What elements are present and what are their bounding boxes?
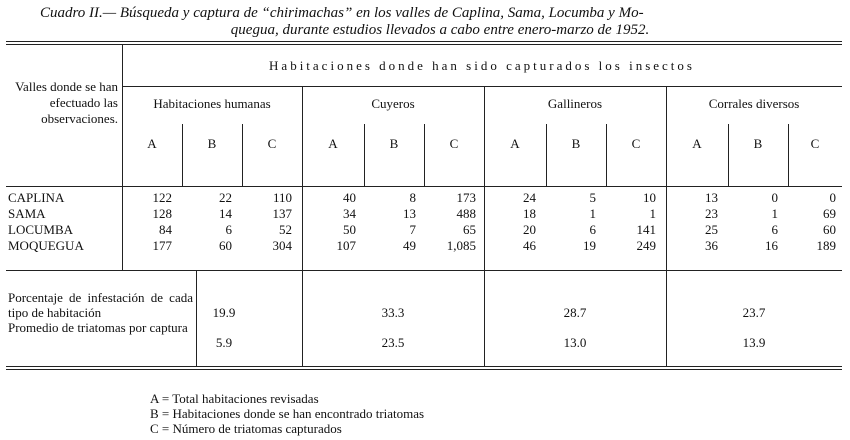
group-divider-1 xyxy=(302,86,303,366)
table-cell: 24 xyxy=(523,190,536,205)
table-cell: 18 xyxy=(523,206,536,221)
legend-b: B = Habitaciones donde se han encontrado triatomas xyxy=(150,406,425,421)
group-header-cuyeros: Cuyeros xyxy=(371,96,415,111)
sub-header-a: A xyxy=(328,136,338,151)
sub-header-a: A xyxy=(510,136,520,151)
table-cell: 49 xyxy=(403,238,416,253)
infestation-value-gallineros: 28.7 xyxy=(563,305,587,320)
table-cell: 84 xyxy=(159,222,172,237)
table-cell: 13 xyxy=(705,190,718,205)
table-cell: 1 xyxy=(771,206,778,221)
table-cell: 141 xyxy=(636,222,656,237)
table-cell: 1 xyxy=(649,206,656,221)
group-header-corrales: Corrales diversos xyxy=(708,96,800,111)
table-cell: 69 xyxy=(823,206,836,221)
table-cell: 52 xyxy=(279,222,292,237)
table-cell: 249 xyxy=(636,238,656,253)
sub-divider xyxy=(546,124,547,186)
table-cell: 177 xyxy=(152,238,172,253)
table-cell: 304 xyxy=(272,238,292,253)
table-cell: 1 xyxy=(589,206,596,221)
table-cell: 1,085 xyxy=(446,238,476,253)
average-value-gallineros: 13.0 xyxy=(563,335,587,350)
table-cell: 50 xyxy=(343,222,356,237)
average-label: Promedio de triatomas por captura xyxy=(8,320,188,335)
sub-divider xyxy=(606,124,607,186)
row-label: MOQUEGUA xyxy=(8,238,84,253)
table-cell: 6 xyxy=(589,222,596,237)
table-cell: 65 xyxy=(463,222,476,237)
sub-header-b: B xyxy=(389,136,399,151)
data-bottom-rule xyxy=(6,270,842,271)
group-header-humanas: Habitaciones humanas xyxy=(153,96,271,111)
table-cell: 20 xyxy=(523,222,536,237)
top-rule-1 xyxy=(6,41,842,42)
sub-divider xyxy=(242,124,243,186)
table-cell: 189 xyxy=(816,238,836,253)
sub-divider xyxy=(788,124,789,186)
table-cell: 173 xyxy=(456,190,476,205)
sub-divider xyxy=(182,124,183,186)
spanning-header: Habitaciones donde han sido capturados los insectos xyxy=(269,58,695,73)
sub-divider xyxy=(364,124,365,186)
row-label: CAPLINA xyxy=(8,190,65,205)
average-value-corrales: 13.9 xyxy=(742,335,766,350)
sub-header-a: A xyxy=(147,136,157,151)
table-cell: 7 xyxy=(409,222,416,237)
table-cell: 36 xyxy=(705,238,718,253)
infestation-value-corrales: 23.7 xyxy=(742,305,766,320)
sub-header-c: C xyxy=(449,136,459,151)
top-rule-2 xyxy=(6,44,842,45)
sub-header-b: B xyxy=(753,136,763,151)
infestation-value-humanas: 19.9 xyxy=(212,305,236,320)
sub-header-b: B xyxy=(571,136,581,151)
group-header-gallineros: Gallineros xyxy=(547,96,603,111)
table-cell: 34 xyxy=(343,206,356,221)
table-cell: 107 xyxy=(336,238,356,253)
bottom-rule-2 xyxy=(6,369,842,370)
table-cell: 25 xyxy=(705,222,718,237)
average-value-humanas: 5.9 xyxy=(215,335,233,350)
header-bottom-rule xyxy=(6,186,842,187)
table-cell: 19 xyxy=(583,238,596,253)
table-cell: 10 xyxy=(643,190,656,205)
infestation-label: Porcentaje de infestación de cada tipo de habitación xyxy=(8,290,193,320)
table-cell: 0 xyxy=(771,190,778,205)
table-cell: 60 xyxy=(823,222,836,237)
table-cell: 0 xyxy=(829,190,836,205)
legend-a: A = Total habitaciones revisadas xyxy=(150,391,319,406)
table-cell: 23 xyxy=(705,206,718,221)
group-divider-2 xyxy=(484,86,485,366)
table-cell: 13 xyxy=(403,206,416,221)
sub-header-b: B xyxy=(207,136,217,151)
infestation-value-cuyeros: 33.3 xyxy=(381,305,405,320)
table-cell: 6 xyxy=(771,222,778,237)
table-caption xyxy=(40,5,800,39)
sub-header-c: C xyxy=(631,136,641,151)
sub-divider xyxy=(728,124,729,186)
sub-header-c: C xyxy=(810,136,820,151)
sub-header-a: A xyxy=(692,136,702,151)
stub-header: Valles donde se han efectuado las observaciones. xyxy=(15,79,118,126)
caption-line-1: Búsqueda y captura de “chirimachas” en los valles de Caplina, Sama, Locumba y Mo- xyxy=(119,5,644,21)
table-cell: 60 xyxy=(219,238,232,253)
table-cell: 6 xyxy=(225,222,232,237)
table-cell: 40 xyxy=(343,190,356,205)
table-cell: 16 xyxy=(765,238,778,253)
caption-line-2: quegua, durante estudios llevados a cabo entre enero-marzo de 1952. xyxy=(230,22,650,38)
table-cell: 137 xyxy=(272,206,292,221)
table-cell: 46 xyxy=(523,238,536,253)
table-cell: 128 xyxy=(152,206,172,221)
table-cell: 22 xyxy=(219,190,232,205)
group-divider-3 xyxy=(666,86,667,366)
table-cell: 488 xyxy=(456,206,476,221)
row-label: SAMA xyxy=(8,206,46,221)
table-cell: 122 xyxy=(152,190,172,205)
table-cell: 8 xyxy=(409,190,416,205)
table-cell: 5 xyxy=(589,190,596,205)
table-cell: 110 xyxy=(272,190,292,205)
caption-prefix: Cuadro II.— xyxy=(40,5,120,21)
bottom-rule-1 xyxy=(6,366,842,367)
legend-c: C = Número de triatomas capturados xyxy=(150,421,342,436)
row-label: LOCUMBA xyxy=(8,222,74,237)
sub-divider xyxy=(424,124,425,186)
average-value-cuyeros: 23.5 xyxy=(381,335,405,350)
table-cell: 14 xyxy=(219,206,232,221)
sub-header-c: C xyxy=(267,136,277,151)
group-header-rule xyxy=(122,86,842,87)
